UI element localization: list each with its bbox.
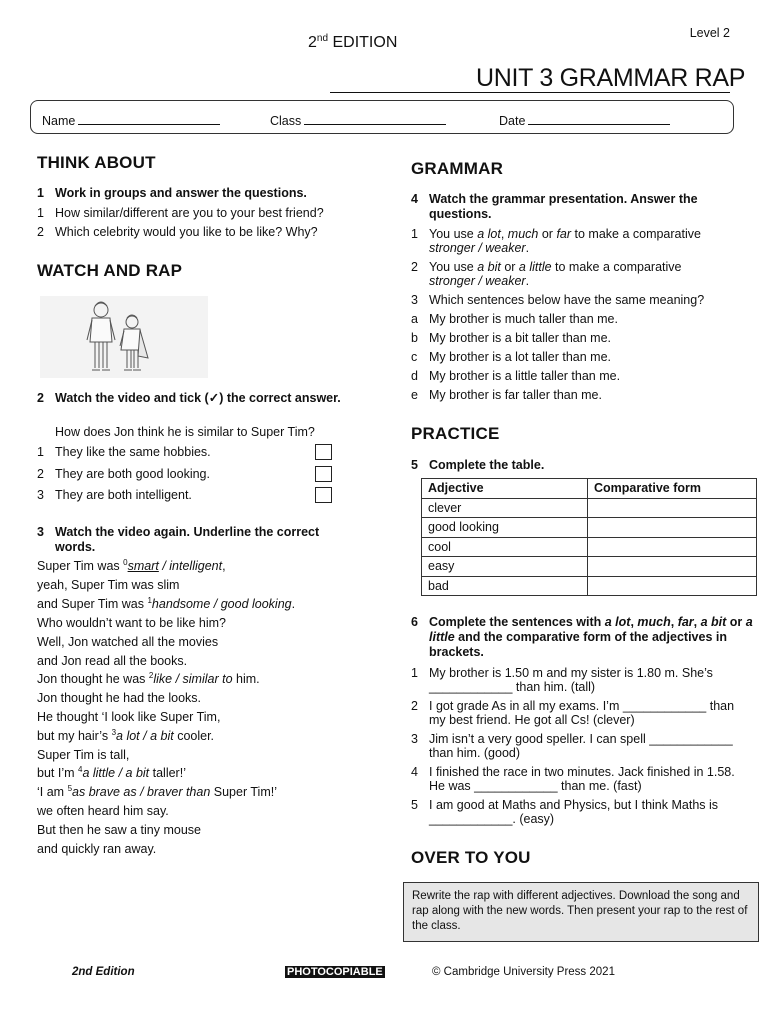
photocopiable-badge: PHOTOCOPIABLE [287,966,383,978]
list-item: 3 They are both intelligent. [37,488,192,502]
tick-box[interactable] [315,487,332,503]
grammar-item-3: 3 Which sentences below have the same meaning? [411,293,705,307]
rap-line: and Jon read all the books. [37,654,188,668]
table-row [422,498,757,518]
table-row [422,557,757,577]
adjective-cell: good looking [422,518,588,538]
answer-cell[interactable] [588,576,757,596]
title-underline [476,92,730,93]
table-row [422,518,757,538]
rap-line: He thought ‘I look like Super Tim, [37,710,221,724]
date-field[interactable]: Date [499,113,670,128]
comparative-table [421,478,757,596]
grammar-item-2: 2 You use a bit or a little to make a comparative stronger / weaker. [411,260,682,288]
table-header-row [422,479,757,499]
question-3: 3 Watch the video again. Underline the correct words. [37,525,320,554]
adjective-cell: clever [422,498,588,518]
rap-line: Super Tim is tall, [37,748,130,762]
table-header-cell: Comparative form [588,479,757,499]
over-to-you-box: Rewrite the rap with different adjectives. Download the song and rap along with the new words. Then present your rap to the rest of the class. [403,882,759,942]
sentence-item: 4 I finished the race in two minutes. Jack finished in 1.58. He was ____________ than me. (fast) [411,765,735,793]
rap-line: but I’m $^4$a little / a bit taller!’ [37,765,186,780]
list-item: b My brother is a bit taller than me. [411,331,612,345]
jon-and-super-tim-illustration [40,296,208,378]
rap-line: we often heard him say. [37,804,169,818]
rap-line: Well, Jon watched all the movies [37,635,219,649]
list-item: 1 How similar/different are you to your best friend? [37,206,324,220]
list-item: d My brother is a little taller than me. [411,369,621,383]
over-to-you-heading: OVER TO YOU [411,848,531,867]
adjective-cell: bad [422,576,588,596]
rap-line: Jon thought he had the looks. [37,691,202,705]
list-item: a My brother is much taller than me. [411,312,618,326]
think-about-heading: THINK ABOUT [37,153,156,172]
class-field[interactable]: Class [270,113,446,128]
question-4: 4 Watch the grammar presentation. Answer the questions. [411,192,698,221]
footer-edition: 2nd Edition [72,966,135,978]
grammar-item-1: 1 You use a lot, much or far to make a comparative stronger / weaker. [411,227,701,255]
question-6: 6 Complete the sentences with a lot, much, far, a bit or a little and the comparative form of the adjectives in brackets. [411,615,753,659]
edition-label: 2nd EDITION [308,33,398,51]
rap-line: ‘I am $^5$as brave as / braver than Super Tim!’ [37,784,277,799]
practice-heading: PRACTICE [411,424,500,443]
rap-line: and quickly ran away. [37,842,157,856]
answer-cell[interactable] [588,537,757,557]
sentence-item: 2 I got grade As in all my exams. I’m ____________ than my best friend. He got all Cs! (clever) [411,699,735,727]
list-item: 2 They are both good looking. [37,467,210,481]
rap-line: Jon thought he was $^2$like / similar to him. [37,671,260,686]
grammar-heading: GRAMMAR [411,159,504,178]
page-title: UNIT 3 GRAMMAR RAP [476,64,746,92]
watch-and-rap-heading: WATCH AND RAP [37,261,183,280]
table-row [422,576,757,596]
level-label: Level 2 [689,26,730,40]
title-rule [330,92,478,93]
rap-line: Who wouldn’t want to be like him? [37,616,226,630]
table-row [422,537,757,557]
adjective-cell: easy [422,557,588,577]
rap-line: yeah, Super Tim was slim [37,578,180,592]
sentence-item: 1 My brother is 1.50 m and my sister is 1.80 m. She’s ____________ than him. (tall) [411,666,713,694]
answer-cell[interactable] [588,498,757,518]
tick-box[interactable] [315,466,332,482]
sentence-item: 3 Jim isn’t a very good speller. I can spell ____________ than him. (good) [411,732,733,760]
list-item: 1 They like the same hobbies. [37,445,211,459]
rap-line: and Super Tim was $^1$handsome / good looking. [37,596,296,611]
rap-line: But then he saw a tiny mouse [37,823,201,837]
tick-box[interactable] [315,444,332,460]
answer-cell[interactable] [588,557,757,577]
answer-cell[interactable] [588,518,757,538]
list-item: c My brother is a lot taller than me. [411,350,612,364]
rap-line: Super Tim was $^0$smart / intelligent, [37,558,226,573]
question-1: 1 Work in groups and answer the questions. [37,186,307,200]
list-item: e My brother is far taller than me. [411,388,602,402]
question-2-prompt: How does Jon think he is similar to Super Tim? [55,425,315,439]
name-field[interactable]: Name [42,113,220,128]
copyright: © Cambridge University Press 2021 [432,966,615,978]
rap-line: but my hair’s $^3$a lot / a bit cooler. [37,728,215,743]
list-item: 2 Which celebrity would you like to be like? Why? [37,225,318,239]
question-5: 5 Complete the table. [411,458,545,472]
sentence-item: 5 I am good at Maths and Physics, but I think Maths is ____________. (easy) [411,798,719,826]
adjective-cell: cool [422,537,588,557]
question-2: 2 Watch the video and tick (✓) the correct answer. [37,391,341,405]
table-header-cell: Adjective [422,479,588,499]
